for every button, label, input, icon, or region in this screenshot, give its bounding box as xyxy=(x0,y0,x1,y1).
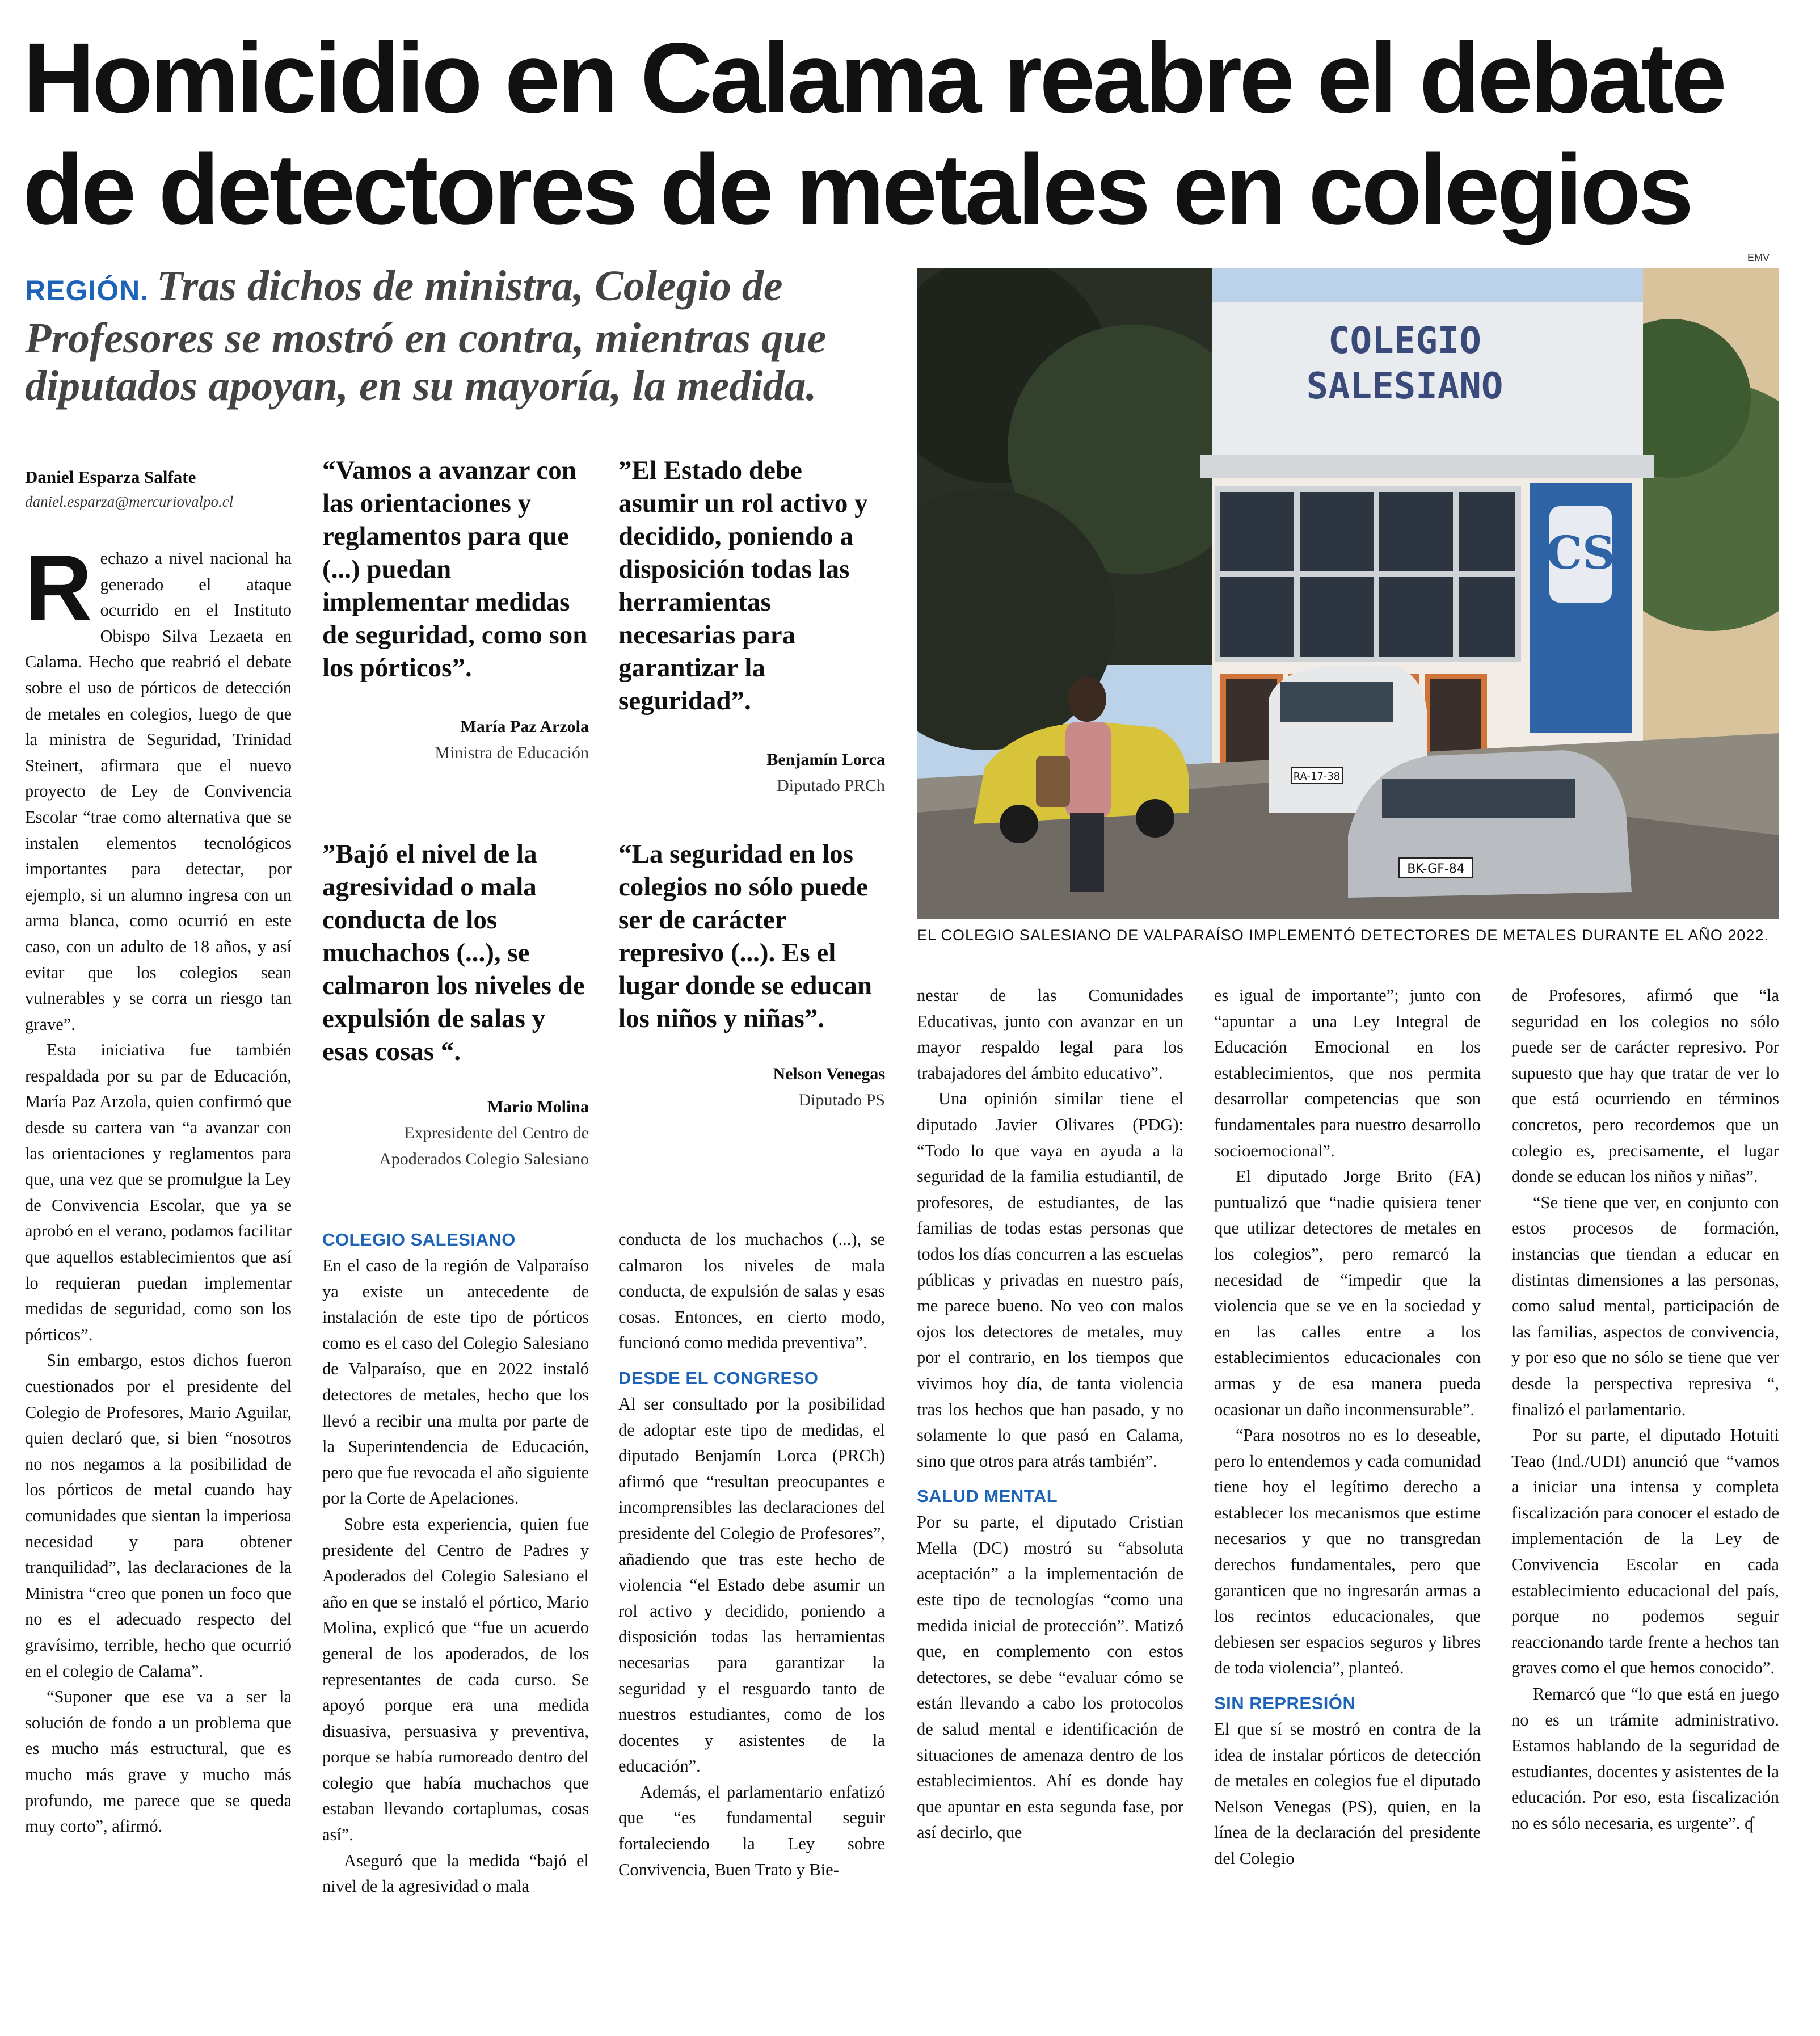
photo xyxy=(917,268,1779,919)
quote-text: “La seguridad en los colegios no sólo puede ser de carácter represivo (...). Es el lugar donde se educan los niños y niñas”. xyxy=(618,839,873,1033)
byline xyxy=(25,464,292,513)
drop-cap: R xyxy=(25,536,92,640)
paragraph: Esta iniciativa fue también respaldada por su par de Educación, María Paz Arzola, quien confirmó que desde su cartera van “a avanzar con las orientaciones y reglamentos para que, una vez que se promulgue la Ley de Convivencia Escolar, que ya se aprobó en el verano, podamos facilitar que aquellos establecimientos que así lo requieran puedan implementar medidas de seguridad, como son los pórticos”. xyxy=(25,1040,292,1344)
column-3 xyxy=(618,1227,885,2016)
section-label: REGIÓN. xyxy=(25,275,149,306)
photo-caption: EL COLEGIO SALESIANO DE VALPARAÍSO IMPLEMENTÓ DETECTORES DE METALES DURANTE EL AÑO 2022. xyxy=(917,927,1769,944)
paragraph: El diputado Jorge Brito (FA) puntualizó que “nadie quisiera tener que utilizar detectores de metales en los colegios”, pero remarcó la necesidad de “impedir que la violencia que se ve en la sociedad y en las calles entre a los establecimientos educacionales con armas y de esa manera pueda ocasionar un daño inconmensurable”. xyxy=(1214,1167,1481,1419)
pull-quote-2 xyxy=(618,454,885,799)
end-mark-icon: ʠ xyxy=(1745,1814,1754,1833)
paragraph xyxy=(1511,1681,1779,1837)
paragraph-text: echazo a nivel nacional ha generado el ataque ocurrido en el Instituto Obispo Silva Lezaeta en Calama. Hecho que reabrió el debate sobre el uso de pórticos de detección de metales en colegios, luego de que la ministra de Seguridad, Trinidad Steinert, afirmara que el nuevo proyecto de Ley de Convivencia Escolar “trae como alternativa que se instalen elementos tecnológicos importantes para detectar, por ejemplo, si un alumno ingresa con un arma blanca, como ocurrió en este caso, con un adulto de 18 años, y así evitar que los colegios sean vulnerables y se corra un riesgo tan grave”. xyxy=(25,549,292,1034)
sign-line-2: SALESIANO xyxy=(1306,365,1503,407)
headline-line-2: de detectores de metales en colegios xyxy=(23,134,1691,245)
license-plate-car: BK-GF-84 xyxy=(1407,862,1465,876)
author-email[interactable]: daniel.esparza@mercuriovalpo.cl xyxy=(25,493,234,510)
deck xyxy=(25,262,899,410)
paragraph xyxy=(25,536,292,1037)
quote-role: Diputado PS xyxy=(798,1091,885,1109)
column-1 xyxy=(25,536,292,2016)
paragraph: Una opinión similar tiene el diputado Javier Olivares (PDG): “Todo lo que vaya en ayuda a la seguridad de la familia estudiantil, de profesores, de estudiantes, de las familias de todas estas personas que todos los días concurren a las escuelas públicas y privadas en nuestro país, me parece bueno. No veo con malos ojos los detectores de metales, muy por el contrario, en los tiempos que vivimos hoy día, de tanta violencia tras los hechos que han pasado, y no solamente lo que pasó en Calama, sino que otros para atrás también”. xyxy=(917,1089,1183,1471)
subhead: SALUD MENTAL xyxy=(917,1486,1058,1507)
column-4 xyxy=(917,983,1183,2016)
license-plate-van: RA-17-38 xyxy=(1293,771,1341,783)
paragraph: conducta de los muchachos (...), se calmaron los niveles de mala conducta, de expulsión de salas y esas cosas. Entonces, en cierto modo, funcionó como medida preventiva”. xyxy=(618,1230,885,1353)
pull-quote-1 xyxy=(322,454,589,766)
quote-author: Benjamín Lorca xyxy=(766,750,885,769)
photo-credit: EMV xyxy=(1747,252,1770,263)
headline-line-1: Homicidio en Calama reabre el debate xyxy=(23,23,1724,134)
quote-text: ”Bajó el nivel de la agresividad o mala conducta de los muchachos (...), se calmaron los niveles de expulsión de salas y esas cosas “. xyxy=(322,839,585,1066)
quote-text: ”El Estado debe asumir un rol activo y decidido, poniendo a disposición todas las herramientas necesarias para garantizar la seguridad”. xyxy=(618,456,868,716)
paragraph: En el caso de la región de Valparaíso ya existe un antecedente de instalación de este tipo de pórticos como es el caso del Colegio Salesiano de Valparaíso, que en 2022 instaló detectores de metales, hecho que los llevó a recibir una multa por parte de la Superintendencia de Educación, pero que fue revocada el año siguiente por la Corte de Apelaciones. xyxy=(322,1256,589,1508)
sign-line-1: COLEGIO xyxy=(1328,320,1481,362)
column-2 xyxy=(322,1227,589,2016)
svg-text:CS: CS xyxy=(1546,526,1615,579)
paragraph: Aseguró que la medida “bajó el nivel de la agresividad o mala xyxy=(322,1850,589,1896)
pull-quote-3 xyxy=(322,838,589,1172)
paragraph: “Suponer que ese va a ser la solución de fondo a un problema que es mucho más estructural, que es mucho más grave y mucho más profundo, me parece que se queda muy corto”, afirmó. xyxy=(25,1687,292,1836)
column-6 xyxy=(1511,983,1779,2016)
paragraph: Sobre esta experiencia, quien fue presidente del Centro de Padres y Apoderados del Colegio Salesiano el año en que se instaló el pórtico, Mario Molina, explicó que “fue un acuerdo general de los apoderados, de los representantes de cada curso. Se apoyó porque era una medida disuasiva, persuasiva y preventiva, porque se había rumoreado dentro del colegio que había muchachos que estaban llevando cortaplumas, cosas así”. xyxy=(322,1514,589,1845)
subhead: DESDE EL CONGRESO xyxy=(618,1368,819,1388)
quote-author: Mario Molina xyxy=(487,1097,589,1116)
paragraph-text: Remarcó que “lo que está en juego no es un trámite administrativo. Estamos hablando de la seguridad de estudiantes, docentes y asistentes de la educación. Por eso, esta fiscalización no es sólo necesaria, es urgente”. xyxy=(1511,1684,1779,1833)
pull-quote-4 xyxy=(618,838,885,1113)
paragraph: Además, el parlamentario enfatizó que “es fundamental seguir fortaleciendo la Ley sobre Convivencia, Buen Trato y Bie- xyxy=(618,1782,885,1879)
quote-author: Nelson Venegas xyxy=(773,1065,885,1083)
quote-role: Expresidente del Centro de Apoderados Colegio Salesiano xyxy=(379,1124,589,1168)
deck-text: Tras dichos de ministra, Colegio de Profesores se mostró en contra, mientras que diputados apoyan, en su mayoría, la medida. xyxy=(25,262,827,410)
column-5 xyxy=(1214,983,1481,2016)
headline xyxy=(23,23,1804,245)
author-name: Daniel Esparza Salfate xyxy=(25,467,196,487)
paragraph: Por su parte, el diputado Hotuiti Teao (Ind./UDI) anunció que “vamos a iniciar una intensa y completa fiscalización para conocer el estado de implementación de la Ley de Convivencia Escolar en cada establecimiento educacional del país, porque no podemos seguir reaccionando tarde frente a hechos tan graves como el que hemos conocido”. xyxy=(1511,1425,1779,1678)
paragraph: de Profesores, afirmó que “la seguridad en los colegios no sólo puede ser de carácter represivo. Por supuesto que hay que tratar de ver lo que está ocurriendo en términos concretos, pero recordemos que un colegio es, precisamente, el lugar donde se educan los niños y niñas”. xyxy=(1511,986,1779,1187)
school-entrance-image xyxy=(917,268,1779,919)
paragraph: Sin embargo, estos dichos fueron cuestionados por el presidente del Colegio de Profesores, Mario Aguilar, quien declaró que, si bien “nosotros no nos negamos a la posibilidad de los pórticos de metal cuando hay comunidades que sientan la imperiosa necesidad y para obtener tranquilidad”, las declaraciones de la Ministra “creo que ponen un foco que no es el adecuado respecto del gravísimo, terrible, hecho que ocurrió en el colegio de Calama”. xyxy=(25,1351,292,1681)
paragraph: “Para nosotros no es lo deseable, pero lo entendemos y cada comunidad tiene hoy el legítimo derecho a establecer los mecanismos que estime necesarios y que no transgredan derechos fundamentales, pero que garanticen que no ingresarán armas a los recintos educacionales, que debiesen ser espacios seguros y libres de toda violencia”, planteó. xyxy=(1214,1425,1481,1678)
paragraph: Por su parte, el diputado Cristian Mella (DC) mostró su “absoluta aceptación” a la implementación de este tipo de tecnologías “como una medida inicial de protección”. Matizó que, en complemento con estos detectores, se debe “evaluar cómo se están llevando a cabo los protocolos de salud mental e identificación de situaciones de amenaza dentro de los establecimientos. Ahí es donde hay que apuntar en esta segunda fase, por así decirlo, que xyxy=(917,1512,1183,1843)
subhead: SIN REPRESIÓN xyxy=(1214,1693,1356,1714)
paragraph: “Se tiene que ver, en conjunto con estos procesos de formación, instancias que tiendan a educar en distintas dimensiones a las personas, como salud mental, participación de las familias, aspectos de convivencia, y por eso que no sólo se tiene que ver desde la perspectiva represiva “, finalizó el parlamentario. xyxy=(1511,1192,1779,1419)
paragraph: nestar de las Comunidades Educativas, junto con avanzar en un mayor respaldo legal para los trabajadores del ámbito educativo”. xyxy=(917,986,1183,1083)
paragraph: es igual de importante”; junto con “apuntar a una Ley Integral de Educación Emocional en los establecimientos, que nos permita desarrollar competencias que son fundamentales para nuestro desarrollo socioemocional”. xyxy=(1214,986,1481,1160)
quote-text: “Vamos a avanzar con las orientaciones y reglamentos para que (...) puedan implementar medidas de seguridad, como son los pórticos”. xyxy=(322,456,588,683)
quote-role: Diputado PRCh xyxy=(777,776,885,795)
paragraph: El que sí se mostró en contra de la idea de instalar pórticos de detección de metales en colegios fue el diputado Nelson Venegas (PS), quien, en la línea de la declaración del presidente del Colegio xyxy=(1214,1719,1481,1868)
quote-author: María Paz Arzola xyxy=(460,717,589,736)
quote-role: Ministra de Educación xyxy=(435,743,589,762)
subhead: COLEGIO SALESIANO xyxy=(322,1230,516,1250)
paragraph: Al ser consultado por la posibilidad de adoptar este tipo de medidas, el diputado Benjamín Lorca (PRCh) afirmó que “resultan preocupantes e incomprensibles las declaraciones del presidente del Colegio de Profesores”, añadiendo que tras este hecho de violencia “el Estado debe asumir un rol activo y decidido, poniendo a disposición todas las herramientas necesarias para garantizar la seguridad y el resguardo tanto de nuestros estudiantes, como de los docentes y asistentes de la educación”. xyxy=(618,1394,885,1776)
